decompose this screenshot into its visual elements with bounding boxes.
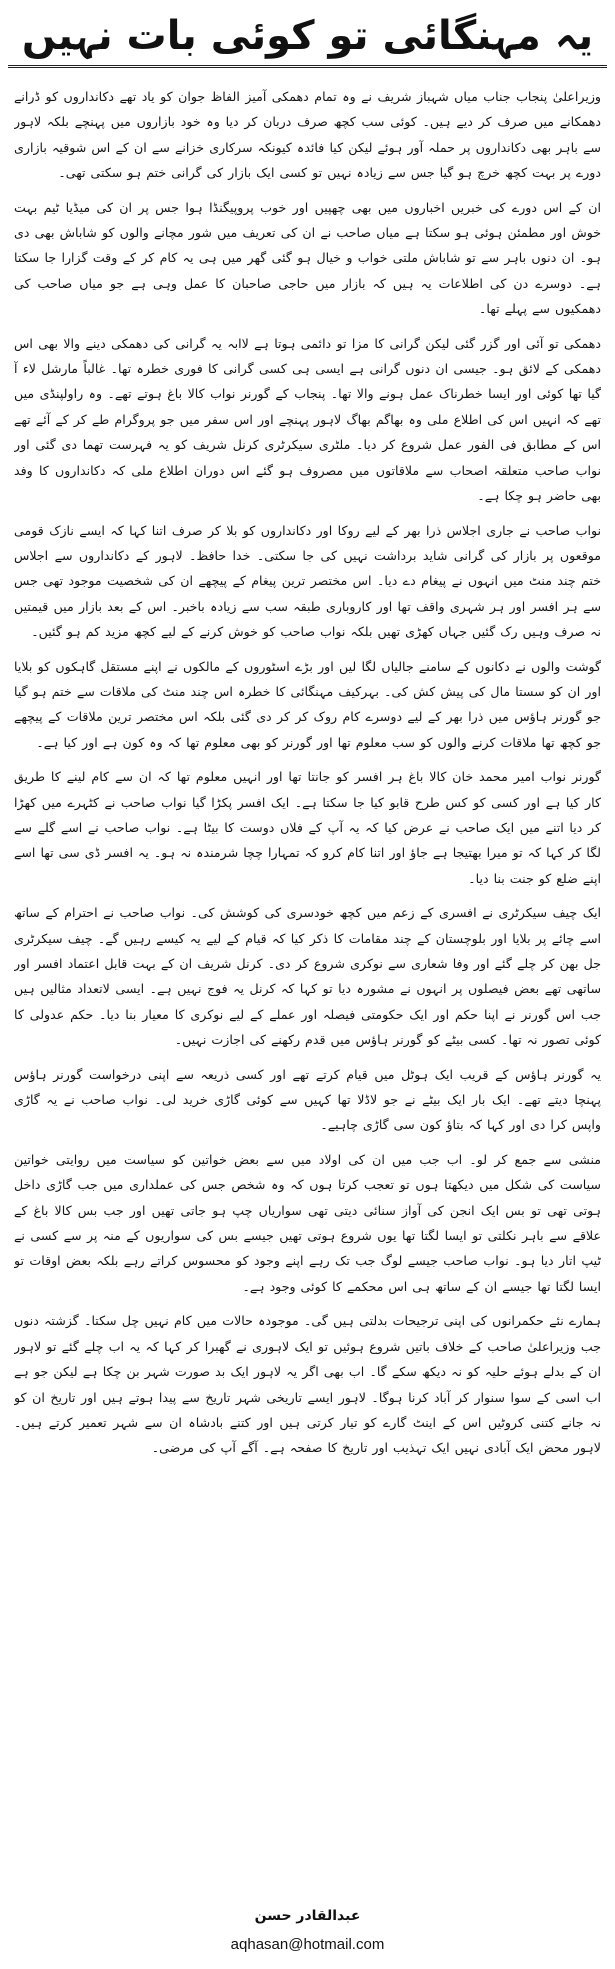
column-headline: یہ مہنگائی تو کوئی بات نہیں xyxy=(8,7,607,68)
column-body xyxy=(14,84,601,1902)
paragraph-1: وزیراعلیٰ پنجاب جناب میاں شہباز شریف نے وہ تمام دھمکی آمیز الفاظ جوان کو یاد تھے دکانداروں کو ڈرانے دھمکانے میں صرف کر دیے ہیں۔ کوئی سب کچھ صرف دربان کر دیا وہ خود بازاروں میں پہنچے بلکہ لاہور سے باہر بھی دکانداروں پر حملہ آور ہوئے لیکن کیا فائدہ کیونکہ سرکاری خزانے سے ان کے اس شوقیہ بازاری دورے پر بہت کچھ خرچ ہو گیا جس سے زیادہ نہیں تو کسی ایک بازار کی گرانی ختم ہو سکتی تھی۔ xyxy=(14,89,601,181)
paragraph-8: یہ گورنر ہاؤس کے قریب ایک ہوٹل میں قیام کرتے تھے اور کسی ذریعہ سے اپنی درخواست گورنر ہاؤس پہنچا دیتے تھے۔ ایک بار ایک بیٹے نے جو لاڈلا تھا کہیں سے کوئی گاڑی خرید لی۔ نواب صاحب نے یہ گاڑی واپس کرا دی اور کہا کہ بتاؤ کون سی گاڑی چاہیے۔ xyxy=(14,1066,601,1133)
paragraph-4: نواب صاحب نے جاری اجلاس ذرا بھر کے لیے روکا اور دکانداروں کو بلا کر صرف اتنا کہا کہ ایسے نازک قومی موقعوں پر بازار کی گرانی شاید برداشت نہیں کی جا سکتی۔ خدا حافظ۔ لاہور کے دکانداروں سے اجلاس ختم چند منٹ میں انہوں نے پیغام دے دیا۔ اس مختصر ترین پیغام کے پیچھے ان کی شخصیت موجود تھی جس سے ہر افسر اور ہر شہری واقف تھا اور کاروباری طبقہ سب سے زیادہ باخبر۔ اس کے بعد بازار میں قیمتیں نہ صرف وہیں رک گئیں جہاں کھڑی تھیں بلکہ نواب صاحب کو خوش کرنے کے لیے کچھ مزید کم ہو گئیں۔ xyxy=(14,522,601,640)
author-signature: عبدالقادر حسن xyxy=(254,1908,361,1924)
headline-container xyxy=(0,6,615,68)
paragraph-10: ہمارے نئے حکمرانوں کی اپنی ترجیحات بدلتی ہیں گی۔ موجودہ حالات میں کام نہیں چل سکتا۔ گزشتہ دنوں جب وزیراعلیٰ صاحب کے خلاف باتیں شروع ہوئیں تو ایک لاہوری نے گھبرا کر کہا کہ یہ اب چلے گئے تو لاہور ان کے بدلے ہوئے حلیہ کو نہ دیکھ سکے گا۔ اب بھی اگر یہ لاہور ایک بد صورت شہر بن چکا ہے لیکن جو ہے اب اسی کے سوا سنوار کر آباد کرنا ہوگا۔ لاہور ایسے تاریخی شہر تاریخ سے پیدا ہوتے ہیں اور تاریخ ان کو نہ جانے کتنی کروٹیں اس کے اینٹ گارے کو تیار کرتی ہیں اور کتنے بادشاہ ان سے شہر تعمیر کرتے ہیں۔ لاہور محض ایک آبادی نہیں ایک تہذیب اور تاریخ کا صفحہ ہے۔ آگے آپ کی مرضی۔ xyxy=(14,1313,601,1456)
author-email: aqhasan@hotmail.com xyxy=(230,1936,385,1953)
paragraph-5: گوشت والوں نے دکانوں کے سامنے جالیاں لگا لیں اور بڑے اسٹوروں کے مالکوں نے اپنے مستقل گاہکوں کو بلایا اور ان کو سستا مال کی پیش کش کی۔ بہرکیف مہنگائی کا خطرہ اس چند منٹ کی ملاقات سے ختم ہو گیا جو گورنر ہاؤس میں ذرا بھر کے لیے دوسرے کام روک کر کر دی گئی بلکہ اس مختصر ترین ملاقات کے پیچھے جو کچھ تھا ملاقات کرنے والوں کو سب معلوم تھا اور گورنر کو بھی معلوم تھا کہ وہ کون ہے اور کیا ہے۔ xyxy=(14,658,601,750)
paragraph-6: گورنر نواب امیر محمد خان کالا باغ ہر افسر کو جانتا تھا اور انہیں معلوم تھا کہ ان سے کام لینے کا طریق کار کیا ہے اور کسی کو کس طرح قابو کیا جا سکتا ہے۔ ایک افسر پکڑا گیا نواب صاحب نے کٹہرے میں کھڑا کر دیا اتنے میں ایک صاحب نے عرض کیا کہ یہ آپ کے فلاں دوست کا بیٹا ہے۔ نواب صاحب نے اسے گلے سے لگا کر کہا کہ تو میرا بھتیجا ہے جاؤ اور اتنا کام کرو کہ تمہارا چچا شرمندہ نہ ہو۔ یہ افسر ڈی سی تھا اسے اپنے ضلع کو جنت بنا دیا۔ xyxy=(14,769,601,886)
paragraph-9: منشی سے جمع کر لو۔ اب جب میں ان کی اولاد میں سے بعض خواتین کو سیاست میں روایتی خواتین سیاست کی شکل میں دیکھتا ہوں تو تعجب کرتا ہوں کہ وہ شخص جس کی عملداری میں جب گاڑی داخل ہوتی تھی تو بس ایک انجن کی آواز سنائی دیتی تھی سواریاں چپ ہو جاتی تھیں اور جب بس کالا باغ کے علاقے سے باہر نکلتی تو ایسا لگتا تھا یوں شروع ہوتی تھیں جیسے بس کی سواریوں کے منہ پر سے کسی نے ٹیپ اتار دیا ہو۔ نواب صاحب جیسے لوگ جب تک رہے اپنے وجود کو محسوس کراتے رہے بلکہ بعض اوقات تو ایسا لگتا تھا جیسے ان کے ساتھ ہی اس محکمے کا کوئی وجود ہے۔ xyxy=(14,1151,601,1294)
paragraph-3: دھمکی تو آئی اور گزر گئی لیکن گرانی کا مزا تو دائمی ہوتا ہے لاابہ یہ گرانی کی دھمکی دینے والا بھی اس دھمکی کے لائق ہو۔ جیسی ان دنوں گرانی ہے ایسی ہی کسی گرانی کا فوری خطرہ تھا۔ غالباً مارشل لاء آ گیا تھا کوئی اور ایسا خطرناک عمل ہونے والا تھا۔ پنجاب کے گورنر نواب کالا باغ ہوتے تھے۔ وہ راولپنڈی میں تھے کہ انہیں اس کی اطلاع ملی وہ بھاگم بھاگ لاہور پہنچے اور اس سفر میں جو پروگرام طے کر کے آئے تھے اس کے مطابق فی الفور عمل شروع کر دیا۔ ملٹری سیکرٹری کرنل شریف کو یہ فہرست تھما دی گئی اور نواب صاحب متعلقہ اصحاب سے ملاقاتوں میں مصروف ہو گئے اس دوران اطلاع ملی کہ دکانداروں کا وفد بھی حاضر ہو چکا ہے۔ xyxy=(14,335,601,504)
paragraph-2: ان کے اس دورے کی خبریں اخباروں میں بھی چھپیں اور خوب پروپیگنڈا ہوا جس پر ان کی میڈیا ٹیم بہت خوش اور مطمئن ہوئی ہو سکتا ہے میاں صاحب نے ان کی تعریف میں شور مچانے والوں کو شاباش بھی دی ہو۔ ان دنوں باہر سے تو شاباش ملتی خواب و خیال ہو گئی گھر میں ہی یہ کام کر کے وقت گزارا جا سکتا ہے۔ دوسرے دن کی اطلاعات یہ ہیں کہ بازار میں حاجی صاحبان کا عمل وہی ہے جو میاں صاحب کی دھمکیوں سے پہلے تھا۔ xyxy=(14,199,601,317)
paragraph-7: ایک چیف سیکرٹری نے افسری کے زعم میں کچھ خودسری کی کوشش کی۔ نواب صاحب نے احترام کے ساتھ اسے چائے پر بلایا اور بلوچستان کے چند مقامات کا ذکر کیا کہ قیام کے لیے یہ کیسے رہیں گے۔ چیف سیکرٹری جل بھن کر چلے گئے اور وفا شعاری سے نوکری شروع کر دی۔ کرنل شریف ان کے بہت قابل اعتماد افسر اور ساتھی تھے بعض فیصلوں پر انہوں نے مشورہ دیا تو کہا کہ کرنل یہ فوج نہیں ہے۔ ایسی لاتعداد مثالیں ہیں جب اس گورنر نے اپنا حکم اور ایک حکومتی فیصلہ اور عملے کے لیے نوکری کا معیار بنا دیا۔ حکم عدولی کا کوئی تصور نہ تھا۔ کسی بیٹے کو گورنر ہاؤس میں قدم رکھنے کی اجازت نہیں۔ xyxy=(14,905,601,1048)
